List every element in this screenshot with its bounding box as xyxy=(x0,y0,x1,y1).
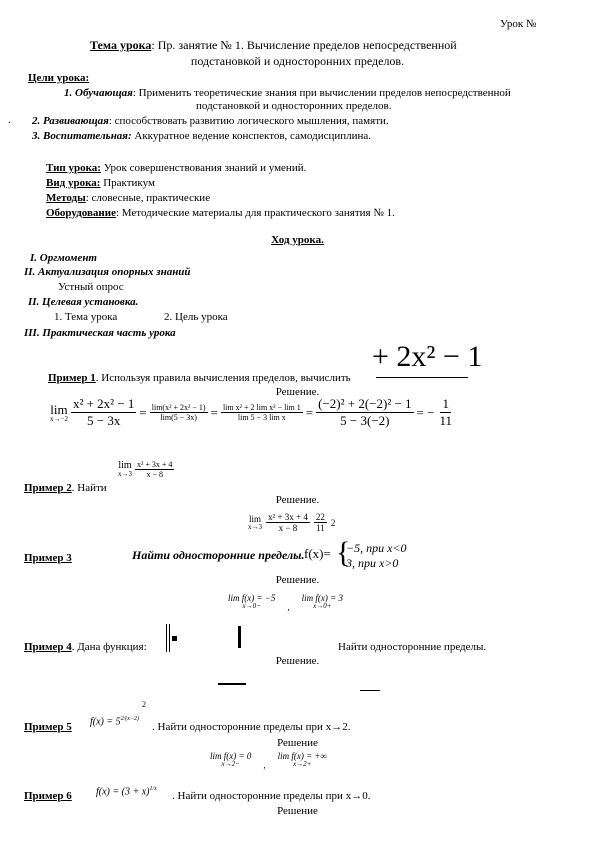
lesson-topic xyxy=(90,38,457,52)
example4-formula-image xyxy=(166,624,180,652)
lesson-type: Тип урока: Урок совершенствования знаний и умений. xyxy=(46,162,307,174)
goal-2: 2. Развивающая: способствовать развитию логического мышления, памяти. xyxy=(32,115,389,127)
example4-statement: Пример 4. Дана функция: xyxy=(24,641,147,653)
goal-1: 1. Обучающая: Применить теоретические знания при вычислении пределов непосредственной xyxy=(64,87,511,99)
topic-text: : Пр. занятие № 1. Вычисление пределов непосредственной xyxy=(151,38,457,52)
section-3: II. Целевая установка. xyxy=(28,296,139,308)
example2-formula: lim x→3 $\frac{\text{x² + 3x + 4}}{x - 8}$ xyxy=(118,460,173,479)
example1-solution: Решение. xyxy=(275,386,320,398)
example5-text: . Найти односторонние пределы при x→2. xyxy=(152,721,351,733)
section-4: III. Практическая часть урока xyxy=(24,327,176,339)
example4-result-mark-2 xyxy=(360,690,380,691)
lesson-equipment: Оборудование: Методические материалы для практического занятия № 1. xyxy=(46,207,395,219)
section-2-item: Устный опрос xyxy=(58,281,124,293)
example4-result-mark-1 xyxy=(218,683,246,685)
example5-label: Пример 5 xyxy=(24,721,72,733)
topic-label: Тема урока xyxy=(90,38,152,52)
topic-text-line2: подстановкой и односторонних пределов. xyxy=(190,54,405,68)
example5-exp-top: 2 xyxy=(142,700,146,709)
goal-3: 3. Воспитательная: Аккуратное ведение конспектов, самодисциплина. xyxy=(32,130,372,142)
example1-big-formula: + 2x² − 1 xyxy=(372,340,483,373)
section-2: II. Актуализация опорных знаний xyxy=(24,266,191,278)
example6-text: . Найти односторонние пределы при x→0. xyxy=(172,790,371,802)
formula-underline xyxy=(376,377,468,378)
goals-heading: Цели урока: xyxy=(28,72,90,84)
example6-formula: $f(x) = (3 + x)^{1/x}$ xyxy=(96,786,157,798)
lesson-methods: Методы: словесные, практические xyxy=(46,192,211,204)
piecewise-brace: { xyxy=(336,536,351,569)
course-heading: Ход урока. xyxy=(271,234,324,246)
section-3-item2: 2. Цель урока xyxy=(164,311,228,323)
example4-text2: Найти односторонние пределы. xyxy=(338,641,487,653)
example3-text: Найти односторонние пределы. xyxy=(132,548,305,562)
example3-label: Пример 3 xyxy=(24,552,72,564)
section-3-item1: 1. Тема урока xyxy=(54,311,118,323)
example3-case2: 3, при x>0 xyxy=(346,556,399,570)
example5-solution: Решение xyxy=(277,737,318,749)
section-1: I. Оргмомент xyxy=(30,252,97,264)
bullet-dot: . xyxy=(8,114,11,126)
lesson-number: Урок № xyxy=(500,18,537,30)
example2-result: lim x→3 $\frac{\text{x² + 3x + 4}}{x - 8}$ $\frac{22}{11}$ 2 xyxy=(248,512,336,533)
example3-case1: −5, при x<0 xyxy=(346,541,407,555)
example3-result: lim f(x) = −5 x→0− , lim f(x) = 3 x→0+ xyxy=(228,593,343,612)
example3-fx: f(x)= xyxy=(304,546,331,561)
example4-solution: Решение. xyxy=(275,655,320,667)
goal-1-line2: подстановкой и односторонних пределов. xyxy=(196,100,392,112)
example6-label: Пример 6 xyxy=(24,790,72,802)
example2-statement: Пример 2. Найти xyxy=(24,482,107,494)
example6-solution: Решение xyxy=(277,805,318,817)
example1-solution-formula: lim x→−2 $\frac{\text{x² + 2x² − 1}}{5 - 3x}$ = $\frac{\text{lim(x² + 2x² − 1)}}{\lim(5 - 3x)}$ = $\frac{\text{lim x² + 2 lim x² − lim 1}}{\text{lim 5 − 3 lim x}}$ = $\frac{\text{(−2)² + 2(−2)² − 1}}{5 - 3(-2)}$ = − $\frac{1}{11}$ xyxy=(50,396,452,428)
example3-solution: Решение. xyxy=(275,574,320,586)
example5-result: lim f(x) = 0 x→2− , lim f(x) = +∞ x→2+ xyxy=(210,751,327,770)
example5-formula: $f(x) = 5^{2/(x-2)}$ xyxy=(90,716,139,728)
example4-mark xyxy=(238,626,241,648)
example1-statement: Пример 1. Используя правила вычисления пределов, вычислить xyxy=(48,372,351,384)
lesson-kind: Вид урока: Практикум xyxy=(46,177,155,189)
example2-solution: Решение. xyxy=(275,494,320,506)
